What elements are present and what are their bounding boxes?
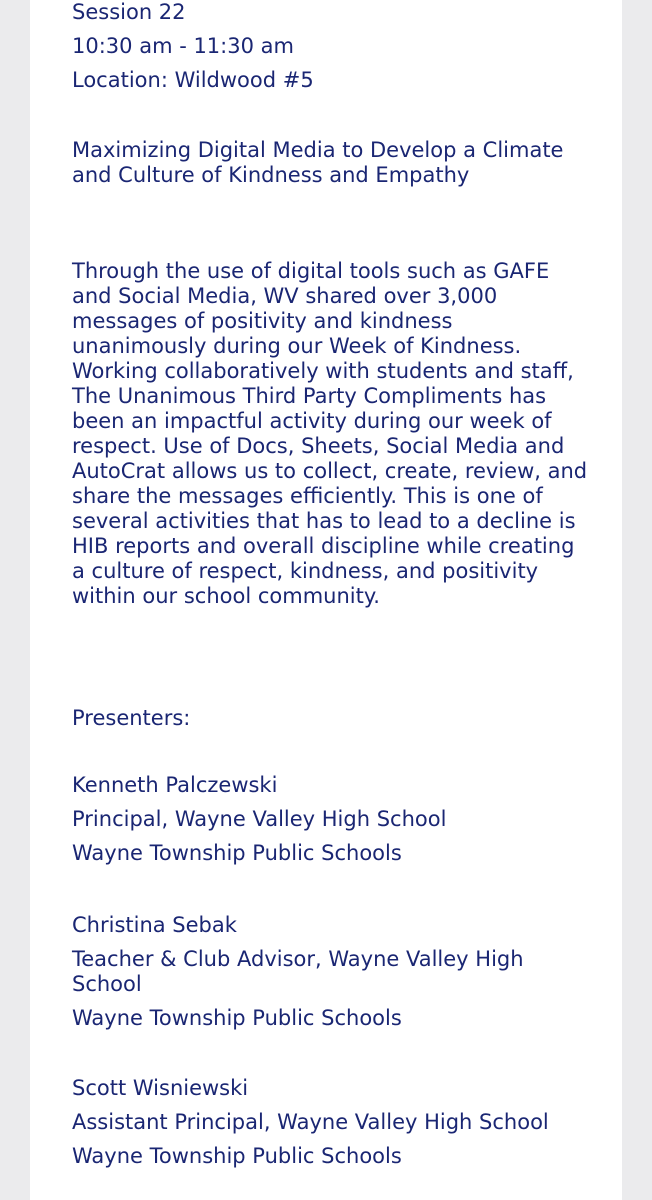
presenter-name: Scott Wisniewski bbox=[72, 1076, 249, 1100]
session-time: 10:30 am - 11:30 am bbox=[72, 34, 294, 58]
presenter-card bbox=[72, 773, 592, 866]
session-title: Maximizing Digital Media to Develop a Climate and Culture of Kindness and Empathy bbox=[72, 138, 564, 187]
presenter-organization: Wayne Township Public Schools bbox=[72, 1006, 402, 1030]
presenter-organization: Wayne Township Public Schools bbox=[72, 1144, 402, 1168]
presenter-role: Assistant Principal, Wayne Valley High School bbox=[72, 1110, 549, 1134]
presenter-name: Kenneth Palczewski bbox=[72, 773, 278, 797]
presenter-role: Teacher & Club Advisor, Wayne Valley High School bbox=[72, 947, 524, 996]
presenters-heading: Presenters: bbox=[72, 706, 191, 730]
session-location: Location: Wildwood #5 bbox=[72, 68, 314, 92]
presenter-card bbox=[72, 913, 592, 1031]
session-number: Session 22 bbox=[72, 0, 186, 24]
right-page-border bbox=[622, 0, 652, 1200]
presenter-role: Principal, Wayne Valley High School bbox=[72, 807, 447, 831]
presenter-card bbox=[72, 1076, 592, 1169]
presenter-organization: Wayne Township Public Schools bbox=[72, 841, 402, 865]
session-description: Through the use of digital tools such as GAFE and Social Media, WV shared over 3,000 messages of positivity and kindness unanimously during our Week of Kindness. Working collaboratively with students and staff, The Unanimous Third Party Compliments has been an impactful activity during our week of respect. Use of Docs, Sheets, Social Media and AutoCrat allows us to collect, create, review, and share the messages efficiently. This is one of several activities that has to lead to a decline is HIB reports and overall discipline while creating a culture of respect, kindness, and positivity within our school community. bbox=[72, 259, 588, 608]
left-page-border bbox=[0, 0, 30, 1200]
presenter-name: Christina Sebak bbox=[72, 913, 237, 937]
